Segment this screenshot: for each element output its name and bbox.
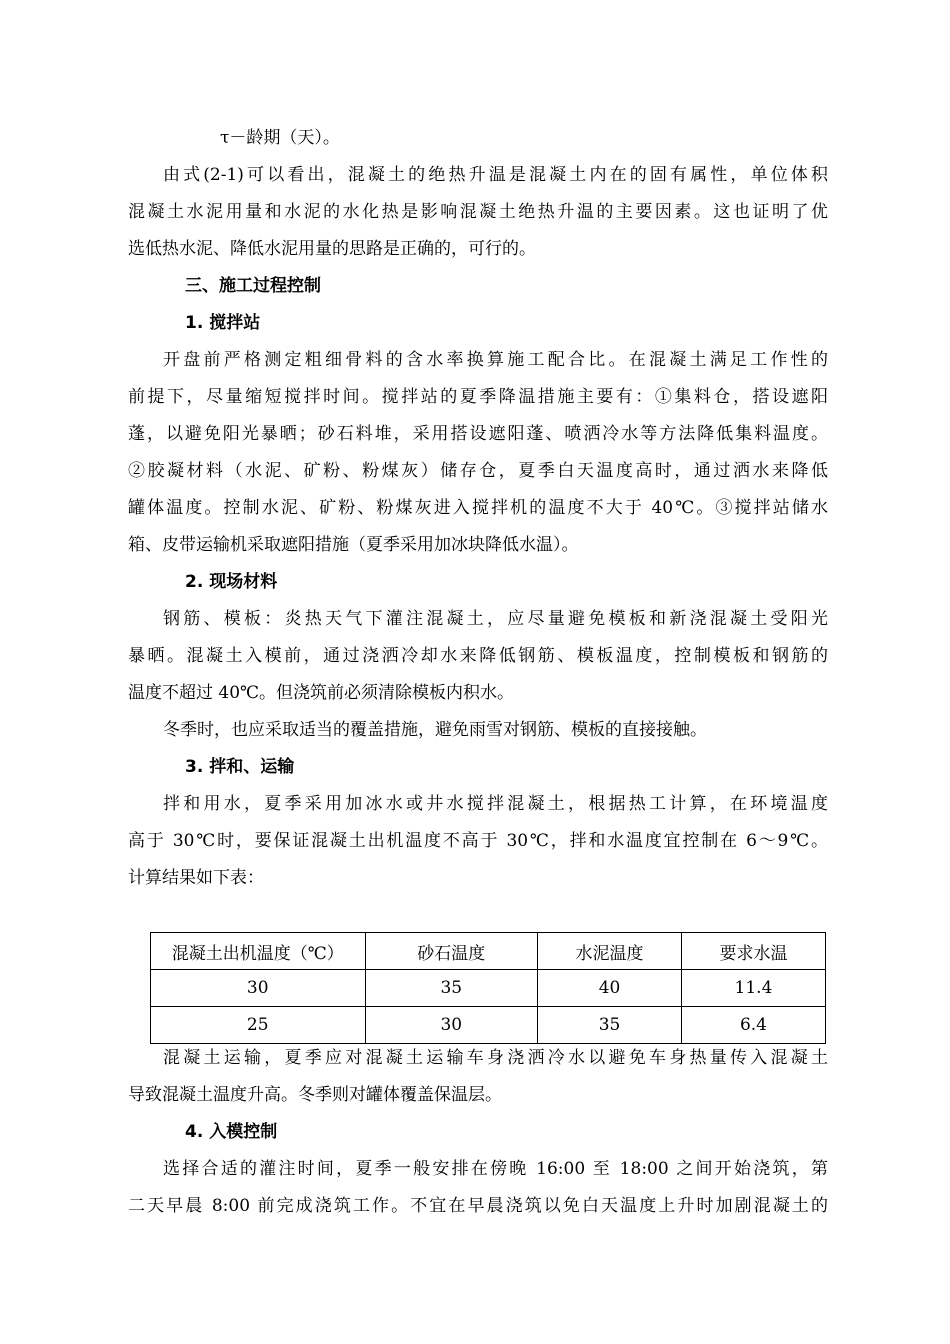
- subsection-heading: 1. 搅拌站: [185, 313, 261, 333]
- table-cell: 35: [538, 1007, 682, 1044]
- table-header-cell: 混凝土出机温度（℃）: [151, 933, 366, 970]
- table-cell: 30: [365, 1007, 538, 1044]
- paragraph-line: 导致混凝土温度升高。冬季则对罐体覆盖保温层。: [128, 1085, 502, 1105]
- section-heading: 三、施工过程控制: [185, 276, 321, 296]
- paragraph-line: 二天早晨 8:00 前完成浇筑工作。不宜在早晨浇筑以免白天温度上升时加剧混凝土的: [128, 1196, 828, 1216]
- table-row: [151, 1007, 826, 1044]
- paragraph-line: 拌和用水，夏季采用加冰水或井水搅拌混凝土，根据热工计算，在环境温度: [163, 794, 828, 814]
- paragraph-line: 前提下，尽量缩短搅拌时间。搅拌站的夏季降温措施主要有：①集料仓，搭设遮阳: [128, 387, 828, 407]
- paragraph-line: 温度不超过 40℃。但浇筑前必须清除模板内积水。: [128, 683, 515, 703]
- paragraph-line: ②胶凝材料（水泥、矿粉、粉煤灰）储存仓，夏季白天温度高时，通过洒水来降低: [128, 461, 828, 481]
- paragraph-line: 由式(2-1)可以看出，混凝土的绝热升温是混凝土内在的固有属性，单位体积: [163, 165, 828, 185]
- table-cell: 25: [151, 1007, 366, 1044]
- table-header-row: [151, 933, 826, 970]
- paragraph-line: τ－龄期（天）。: [220, 128, 340, 148]
- paragraph-line: 选择合适的灌注时间，夏季一般安排在傍晚 16:00 至 18:00 之间开始浇筑，第: [163, 1159, 828, 1179]
- paragraph-line: 冬季时，也应采取适当的覆盖措施，避免雨雪对钢筋、模板的直接接触。: [163, 720, 707, 740]
- subsection-heading: 3. 拌和、运输: [185, 757, 295, 777]
- paragraph-line: 高于 30℃时，要保证混凝土出机温度不高于 30℃，拌和水温度宜控制在 6～9℃。: [128, 831, 828, 851]
- paragraph-line: 计算结果如下表：: [128, 868, 264, 888]
- table-header-cell: 要求水温: [681, 933, 825, 970]
- paragraph-line: 开盘前严格测定粗细骨料的含水率换算施工配合比。在混凝土满足工作性的: [163, 350, 828, 370]
- paragraph-line: 蓬，以避免阳光暴晒；砂石料堆，采用搭设遮阳蓬、喷洒冷水等方法降低集料温度。: [128, 424, 828, 444]
- table-row: [151, 970, 826, 1007]
- paragraph-line: 钢筋、模板：炎热天气下灌注混凝土，应尽量避免模板和新浇混凝土受阳光: [163, 609, 828, 629]
- table-cell: 11.4: [681, 970, 825, 1007]
- table-cell: 40: [538, 970, 682, 1007]
- temperature-table: [150, 932, 826, 1044]
- paragraph-line: 混凝土水泥用量和水泥的水化热是影响混凝土绝热升温的主要因素。这也证明了优: [128, 202, 828, 222]
- table-cell: 35: [365, 970, 538, 1007]
- table-cell: 30: [151, 970, 366, 1007]
- subsection-heading: 4. 入模控制: [185, 1122, 278, 1142]
- subsection-heading: 2. 现场材料: [185, 572, 278, 592]
- paragraph-line: 暴晒。混凝土入模前，通过浇洒冷却水来降低钢筋、模板温度，控制模板和钢筋的: [128, 646, 828, 666]
- table-cell: 6.4: [681, 1007, 825, 1044]
- paragraph-line: 混凝土运输，夏季应对混凝土运输车身浇洒冷水以避免车身热量传入混凝土: [163, 1048, 828, 1068]
- paragraph-line: 选低热水泥、降低水泥用量的思路是正确的，可行的。: [128, 239, 536, 259]
- paragraph-line: 箱、皮带运输机采取遮阳措施（夏季采用加冰块降低水温）。: [128, 535, 579, 555]
- table-header-cell: 水泥温度: [538, 933, 682, 970]
- paragraph-line: 罐体温度。控制水泥、矿粉、粉煤灰进入搅拌机的温度不大于 40℃。③搅拌站储水: [128, 498, 828, 518]
- table-header-cell: 砂石温度: [365, 933, 538, 970]
